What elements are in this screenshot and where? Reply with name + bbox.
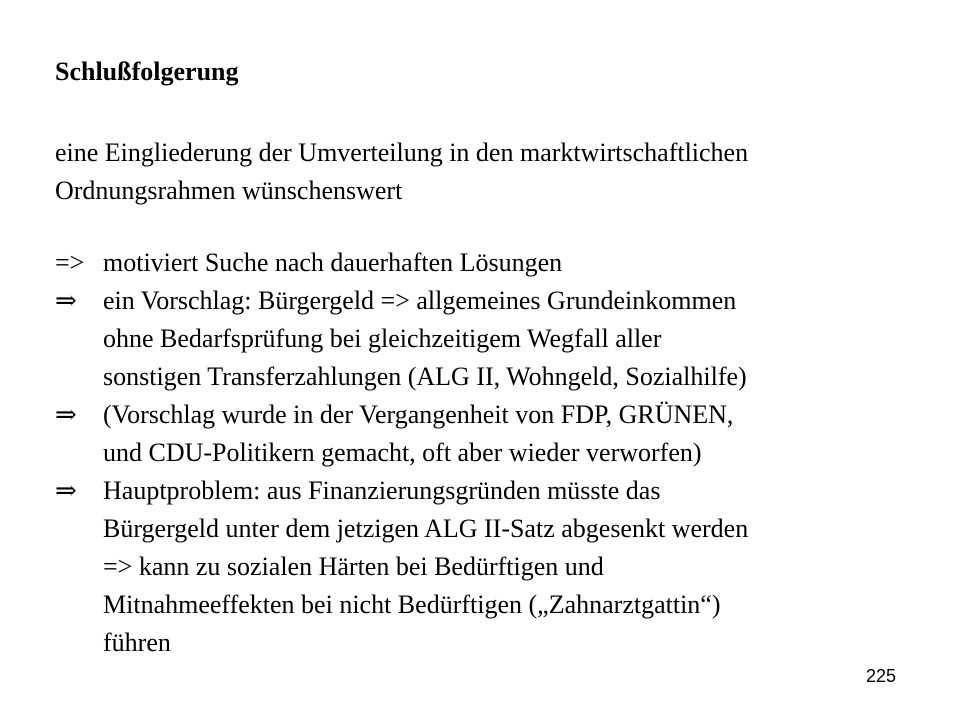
list-item-text — [103, 396, 733, 472]
double-arrow-icon: ⇒ — [55, 476, 77, 505]
list-item — [55, 282, 935, 396]
intro-line: eine Eingliederung der Umverteilung in den marktwirtschaftlichen — [55, 138, 749, 167]
text-line: motiviert Suche nach dauerhaften Lösungen — [103, 248, 563, 277]
double-arrow-icon: ⇒ — [55, 286, 77, 315]
list-item-text — [103, 282, 747, 396]
text-line: Hauptproblem: aus Finanzierungsgründen müsste das — [103, 476, 661, 505]
double-arrow-icon: ⇒ — [55, 400, 77, 429]
list-item-text — [103, 472, 748, 662]
list-item — [55, 244, 935, 282]
intro-paragraph — [55, 134, 935, 210]
arrow-marker-icon: => — [55, 248, 85, 277]
list-item-text — [103, 244, 562, 282]
text-line: und CDU-Politikern gemacht, oft aber wieder verworfen) — [103, 438, 702, 467]
text-line: (Vorschlag wurde in der Vergangenheit von FDP, GRÜNEN, — [103, 400, 734, 429]
text-line: führen — [103, 628, 171, 657]
intro-line: Ordnungsrahmen wünschenswert — [55, 176, 403, 205]
text-line: Bürgergeld unter dem jetzigen ALG II-Satz abgesenkt werden — [103, 514, 749, 543]
list-item — [55, 472, 935, 662]
text-line: ein Vorschlag: Bürgergeld => allgemeines Grundeinkommen — [103, 286, 737, 315]
text-line: sonstigen Transferzahlungen (ALG II, Wohngeld, Sozialhilfe) — [103, 362, 747, 391]
page-number: 225 — [866, 666, 897, 686]
bullet-list — [55, 244, 935, 662]
text-line: Mitnahmeeffekten bei nicht Bedürftigen („Zahnarztgattin“) — [103, 590, 721, 619]
text-line: ohne Bedarfsprüfung bei gleichzeitigem Wegfall aller — [103, 324, 662, 353]
list-item — [55, 396, 935, 472]
text-line: => kann zu sozialen Härten bei Bedürftigen und — [103, 552, 604, 581]
slide-title: Schlußfolgerung — [55, 57, 239, 86]
